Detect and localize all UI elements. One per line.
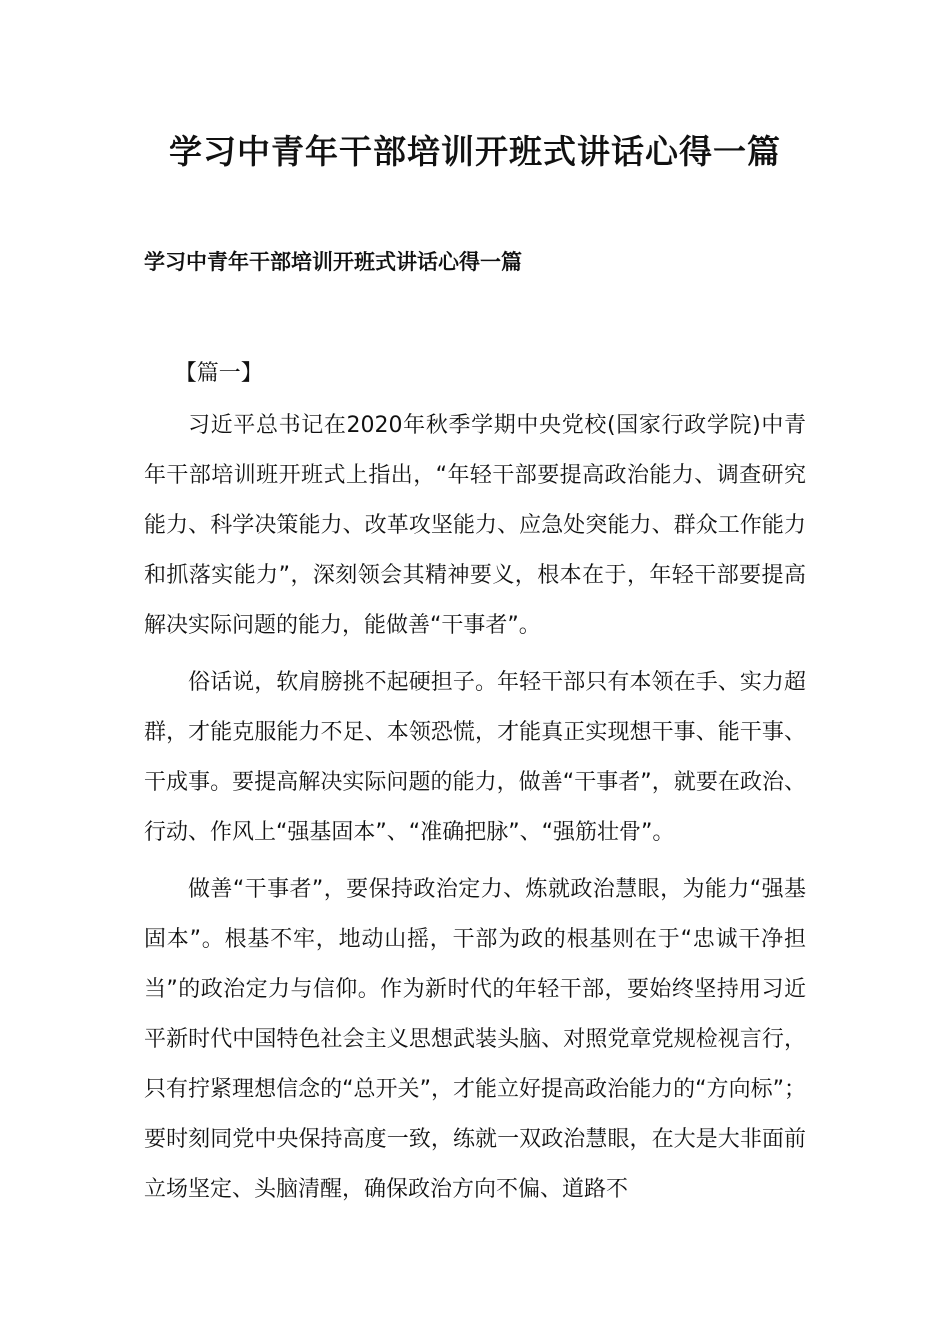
document-body (144, 354, 806, 1222)
section-heading: 【篇一】 (174, 361, 263, 386)
document-subtitle: 学习中青年干部培训开班式讲话心得一篇 (144, 250, 522, 274)
paragraph-3: 做善“干事者”，要保持政治定力、炼就政治慧眼，为能力“强基固本”。根基不牢，地动山摇，干部为政的根基则在于“忠诚干净担当”的政治定力与信仰。作为新时代的年轻干部，要始终坚持用习近平新时代中国特色社会主义思想武装头脑、对照党章党规检视言行，只有拧紧理想信念的“总开关”，才能立好提高政治能力的“方向标”；要时刻同党中央保持高度一致，练就一双政治慧眼，在大是大非面前立场坚定、头脑清醒，确保政治方向不偏、道路不 (144, 877, 806, 1202)
paragraph-1: 习近平总书记在2020年秋季学期中央党校(国家行政学院)中青年干部培训班开班式上指出，“年轻干部要提高政治能力、调查研究能力、科学决策能力、改革攻坚能力、应急处突能力、群众工作能力和抓落实能力”，深刻领会其精神要义，根本在于，年轻干部要提高解决实际问题的能力，能做善“干事者”。 (144, 413, 806, 638)
document-title: 学习中青年干部培训开班式讲话心得一篇 (169, 132, 781, 171)
paragraph-2: 俗话说，软肩膀挑不起硬担子。年轻干部只有本领在手、实力超群，才能克服能力不足、本领恐慌，才能真正实现想干事、能干事、干成事。要提高解决实际问题的能力，做善“干事者”，就要在政治、行动、作风上“强基固本”、“准确把脉”、“强筋壮骨”。 (144, 670, 806, 845)
